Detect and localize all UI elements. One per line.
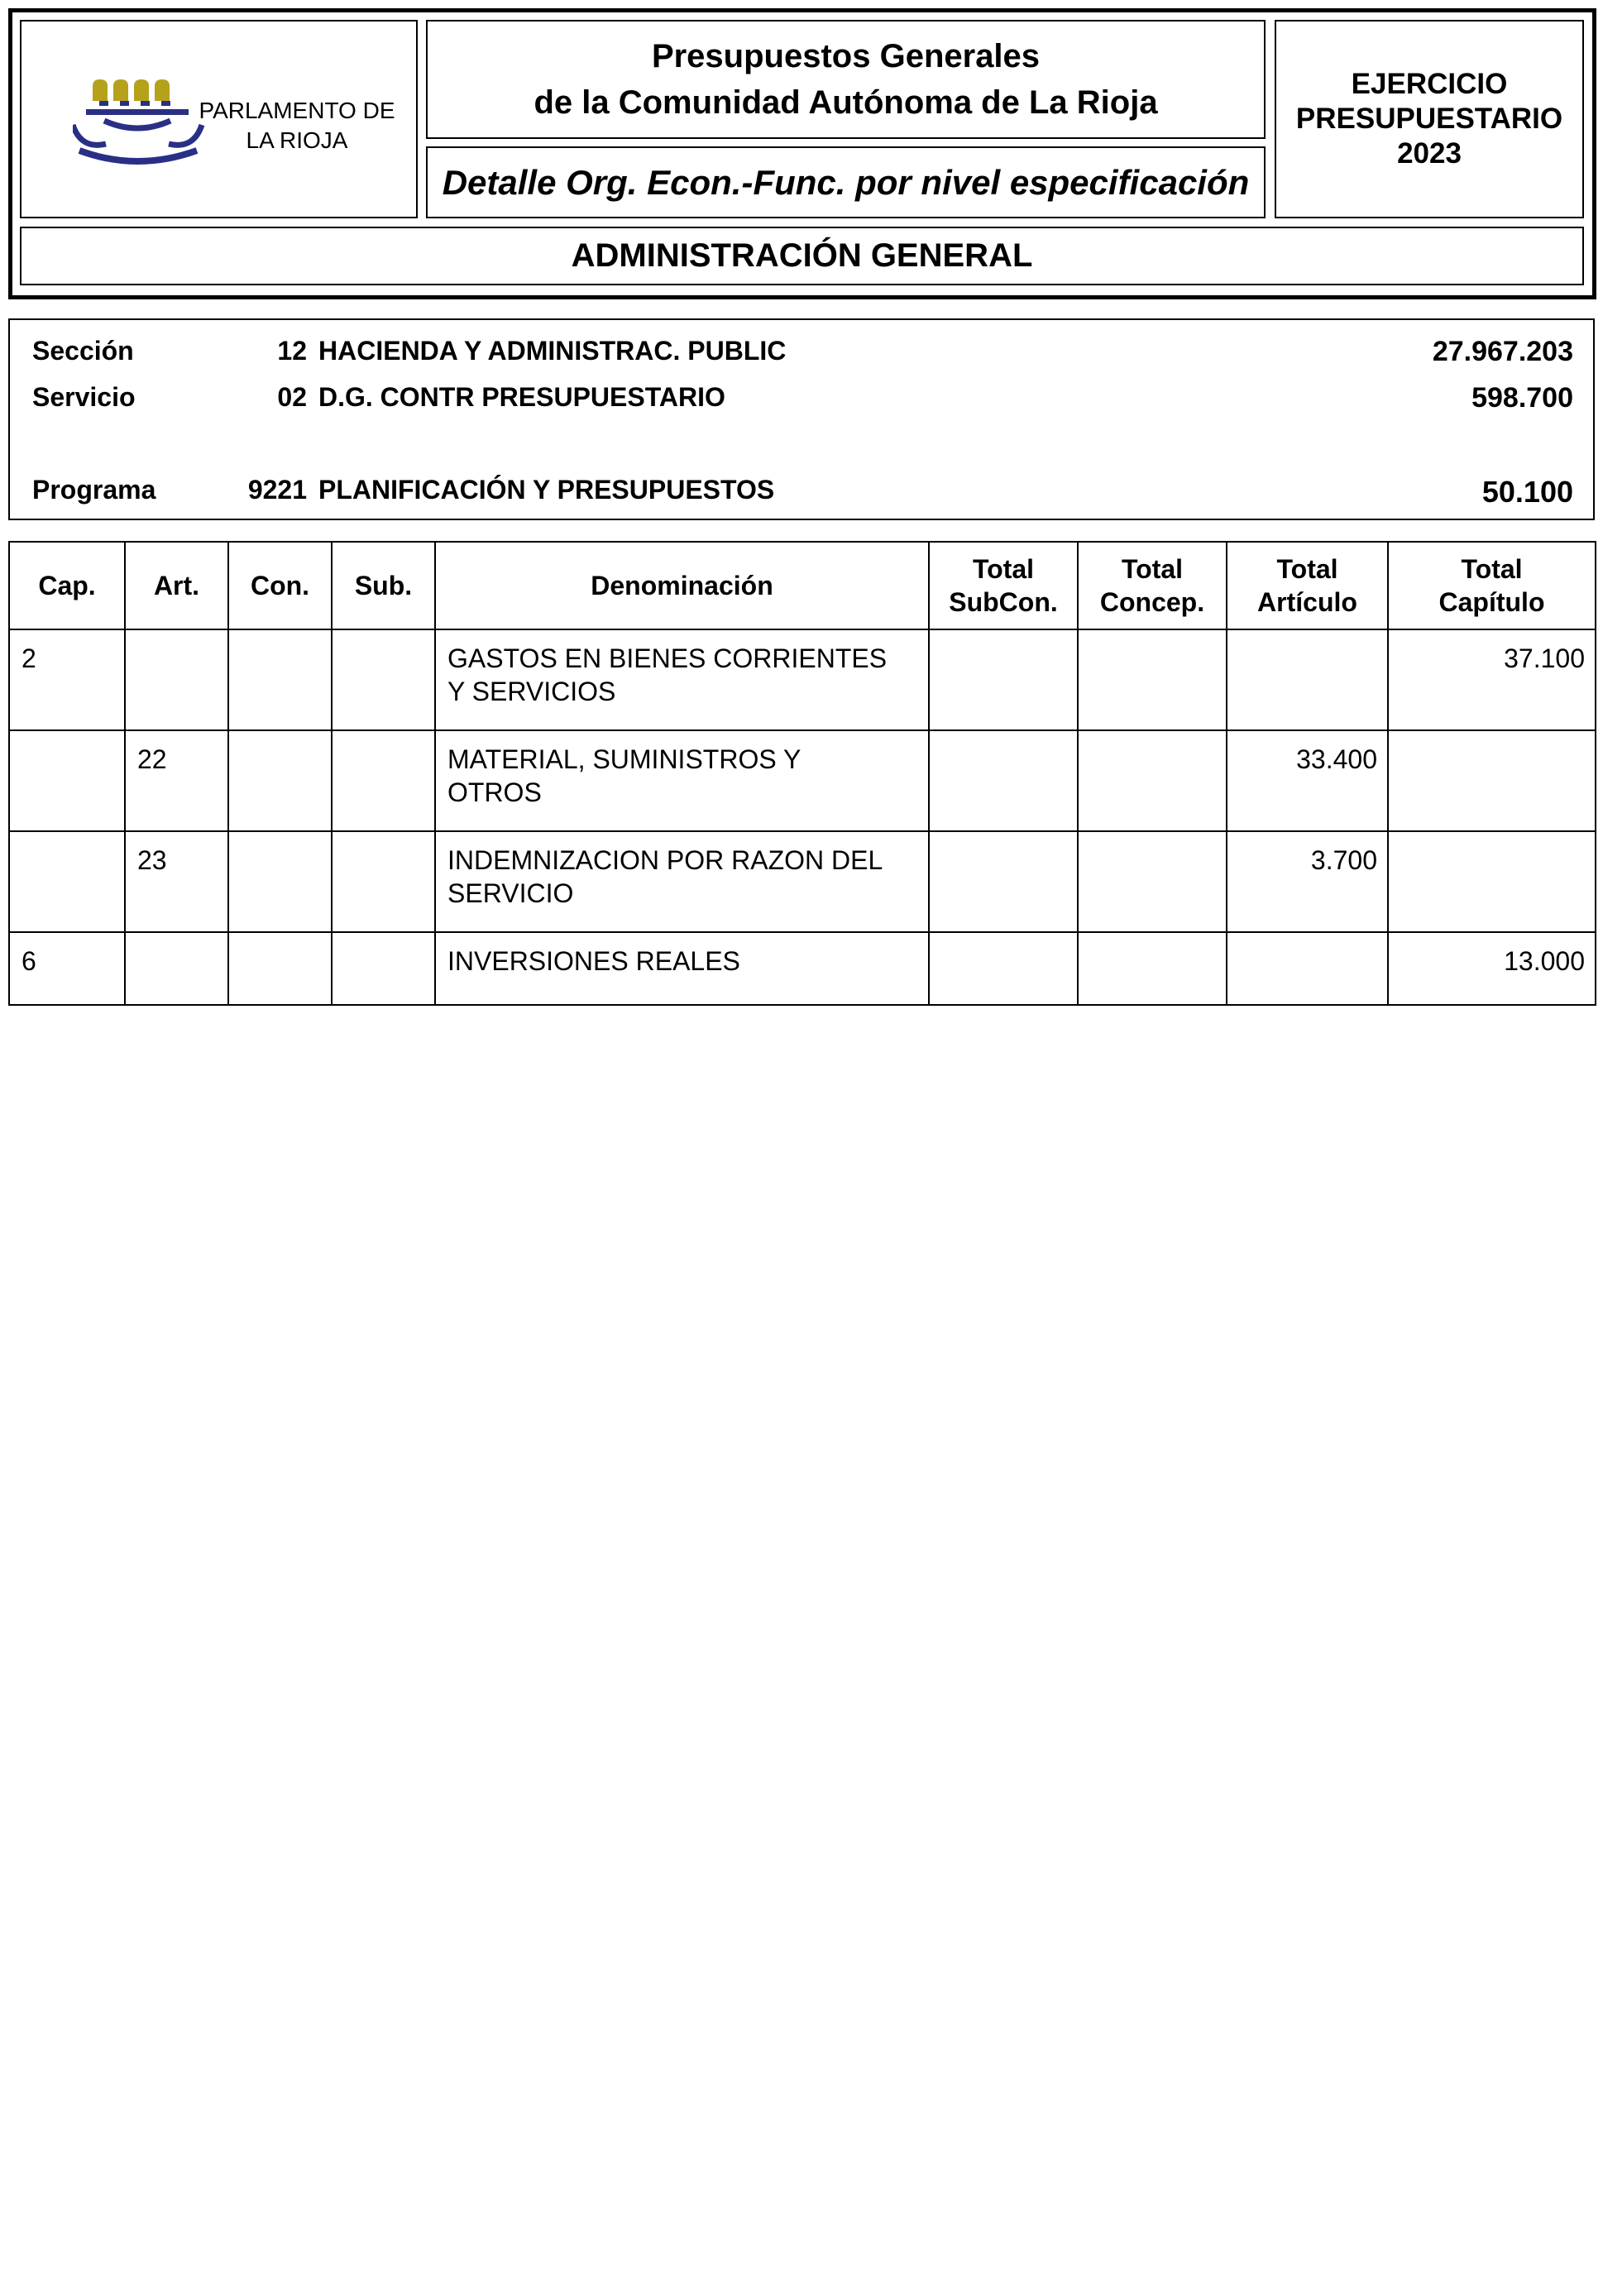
year-line3: 2023 <box>1397 137 1462 170</box>
year-line1: EJERCICIO <box>1351 68 1508 100</box>
administration-box <box>20 227 1584 285</box>
col-header-cap: Cap. <box>9 542 125 629</box>
col-header-total-capitulo <box>1388 542 1596 629</box>
col-header-total-capitulo-line2: Capítulo <box>1438 587 1545 617</box>
cell-con <box>228 730 332 831</box>
col-header-total-articulo <box>1227 542 1388 629</box>
seccion-code: 12 <box>277 336 307 366</box>
logo-box <box>20 20 418 218</box>
servicio-label: Servicio <box>32 382 136 412</box>
parliament-name <box>185 96 409 155</box>
cell-cap <box>9 730 125 831</box>
servicio-amount: 598.700 <box>1471 382 1573 414</box>
cell-total-subcon <box>929 730 1078 831</box>
programa-amount: 50.100 <box>1481 475 1573 509</box>
denominacion-line1: INDEMNIZACION POR RAZON DEL <box>447 845 883 875</box>
cell-sub <box>332 831 435 932</box>
cell-sub <box>332 730 435 831</box>
cell-denominacion <box>435 629 929 730</box>
denominacion-line1: INVERSIONES REALES <box>447 946 740 976</box>
servicio-row <box>10 382 1593 415</box>
cell-denominacion <box>435 730 929 831</box>
cell-total-subcon <box>929 932 1078 1005</box>
cell-total-capitulo: 37.100 <box>1388 629 1596 730</box>
table-header-row <box>9 542 1596 629</box>
denominacion-line1: MATERIAL, SUMINISTROS Y <box>447 744 802 774</box>
report-subtitle: Detalle Org. Econ.-Func. por nivel especificación <box>442 162 1250 202</box>
section-info-box <box>8 318 1595 520</box>
col-header-denominacion: Denominación <box>435 542 929 629</box>
col-header-total-articulo-line2: Artículo <box>1257 587 1357 617</box>
table-row <box>9 730 1596 831</box>
denominacion-line2: Y SERVICIOS <box>447 677 616 706</box>
cell-total-articulo: 3.700 <box>1227 831 1388 932</box>
seccion-row <box>10 336 1593 369</box>
cell-total-subcon <box>929 831 1078 932</box>
cell-total-concep <box>1078 730 1227 831</box>
programa-code: 9221 <box>247 475 307 505</box>
col-header-total-articulo-line1: Total <box>1276 554 1338 584</box>
col-header-total-concep-line1: Total <box>1121 554 1184 584</box>
year-box <box>1275 20 1584 218</box>
year-line2: PRESUPUESTARIO <box>1295 103 1563 135</box>
subtitle-box <box>426 146 1266 218</box>
col-header-con: Con. <box>228 542 332 629</box>
title-box <box>426 20 1266 139</box>
cell-total-articulo <box>1227 629 1388 730</box>
cell-art: 22 <box>125 730 228 831</box>
denominacion-line2: SERVICIO <box>447 878 574 908</box>
table-row <box>9 629 1596 730</box>
cell-total-capitulo <box>1388 730 1596 831</box>
cell-total-concep <box>1078 629 1227 730</box>
title-line2: de la Comunidad Autónoma de La Rioja <box>534 84 1158 121</box>
seccion-label: Sección <box>32 336 134 366</box>
cell-sub <box>332 932 435 1005</box>
cell-art <box>125 629 228 730</box>
cell-art <box>125 932 228 1005</box>
col-header-total-concep <box>1078 542 1227 629</box>
programa-row <box>10 475 1593 508</box>
denominacion-line1: GASTOS EN BIENES CORRIENTES <box>447 643 888 673</box>
cell-denominacion <box>435 932 929 1005</box>
administration-title: ADMINISTRACIÓN GENERAL <box>571 237 1033 274</box>
col-header-art: Art. <box>125 542 228 629</box>
cell-total-capitulo: 13.000 <box>1388 932 1596 1005</box>
col-header-total-subcon-line1: Total <box>972 554 1035 584</box>
servicio-code: 02 <box>277 382 307 412</box>
table-row <box>9 932 1596 1005</box>
cell-total-concep <box>1078 831 1227 932</box>
programa-label: Programa <box>32 475 156 505</box>
col-header-total-subcon <box>929 542 1078 629</box>
title-line1: Presupuestos Generales <box>651 38 1041 74</box>
programa-name: PLANIFICACIÓN Y PRESUPUESTOS <box>318 475 775 505</box>
denominacion-line2: OTROS <box>447 777 542 807</box>
cell-con <box>228 932 332 1005</box>
col-header-total-capitulo-line1: Total <box>1461 554 1523 584</box>
cell-art: 23 <box>125 831 228 932</box>
cell-cap: 6 <box>9 932 125 1005</box>
budget-table <box>8 541 1596 1006</box>
cell-con <box>228 831 332 932</box>
col-header-total-concep-line2: Concep. <box>1099 587 1205 617</box>
cell-total-articulo: 33.400 <box>1227 730 1388 831</box>
cell-total-subcon <box>929 629 1078 730</box>
col-header-sub: Sub. <box>332 542 435 629</box>
seccion-name: HACIENDA Y ADMINISTRAC. PUBLIC <box>318 336 787 366</box>
cell-con <box>228 629 332 730</box>
cell-denominacion <box>435 831 929 932</box>
table-row <box>9 831 1596 932</box>
cell-cap: 2 <box>9 629 125 730</box>
cell-total-concep <box>1078 932 1227 1005</box>
cell-sub <box>332 629 435 730</box>
servicio-name: D.G. CONTR PRESUPUESTARIO <box>318 382 725 412</box>
col-header-total-subcon-line2: SubCon. <box>949 587 1058 617</box>
cell-cap <box>9 831 125 932</box>
seccion-amount: 27.967.203 <box>1432 336 1573 367</box>
cell-total-articulo <box>1227 932 1388 1005</box>
cell-total-capitulo <box>1388 831 1596 932</box>
parliament-name-line2: LA RIOJA <box>246 127 348 153</box>
parliament-name-line1: PARLAMENTO DE <box>199 98 395 123</box>
